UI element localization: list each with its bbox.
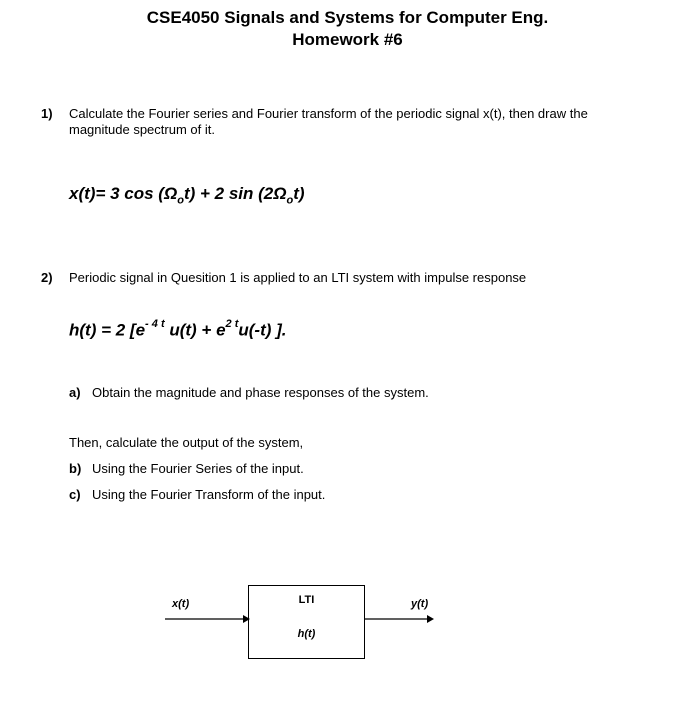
question-2-text: Periodic signal in Quesition 1 is applied to an LTI system with impulse response bbox=[69, 270, 527, 285]
eq1-omega2: Ω bbox=[273, 184, 287, 203]
output-arrow bbox=[364, 612, 436, 626]
eq2-exp1: - 4 t bbox=[145, 318, 165, 330]
then-text: Then, calculate the output of the system, bbox=[69, 435, 304, 450]
eq1-rhs: t) bbox=[293, 184, 305, 203]
question-1-text-line2: magnitude spectrum of it. bbox=[69, 122, 215, 137]
question-1-equation bbox=[69, 184, 305, 206]
item-c-label: c) bbox=[69, 487, 81, 502]
course-title: CSE4050 Signals and Systems for Computer Eng. bbox=[146, 8, 549, 27]
eq1-mid: t) + 2 sin (2 bbox=[183, 184, 274, 203]
output-label: y(t) bbox=[411, 598, 429, 610]
item-a-label: a) bbox=[69, 385, 81, 400]
question-1-number: 1) bbox=[41, 106, 53, 121]
item-b-label: b) bbox=[69, 461, 82, 476]
item-a-text: Obtain the magnitude and phase responses of the system. bbox=[92, 385, 429, 400]
eq2-part3: u(-t) ]. bbox=[238, 320, 287, 340]
system-response-label: h(t) bbox=[297, 628, 316, 640]
item-b-text: Using the Fourier Series of the input. bbox=[92, 461, 304, 476]
eq1-sub2: o bbox=[286, 194, 294, 207]
system-label: LTI bbox=[298, 594, 315, 606]
eq2-part2: u(t) + e bbox=[164, 320, 226, 340]
eq1-sub1: o bbox=[177, 194, 184, 207]
eq1-omega1: Ω bbox=[163, 184, 178, 203]
eq2-exp2: 2 t bbox=[225, 318, 239, 330]
question-2-equation bbox=[69, 320, 287, 341]
item-c-text: Using the Fourier Transform of the input. bbox=[92, 487, 326, 502]
eq2-part1: h(t) = 2 [e bbox=[69, 320, 146, 340]
question-1-text-line1: Calculate the Fourier series and Fourier transform of the periodic signal x(t), then draw the bbox=[69, 106, 588, 121]
input-arrow bbox=[165, 612, 251, 626]
homework-title: Homework #6 bbox=[292, 30, 403, 49]
question-2-number: 2) bbox=[41, 270, 53, 285]
input-label: x(t) bbox=[172, 598, 190, 610]
eq1-lhs: x(t)= 3 cos ( bbox=[69, 184, 164, 203]
